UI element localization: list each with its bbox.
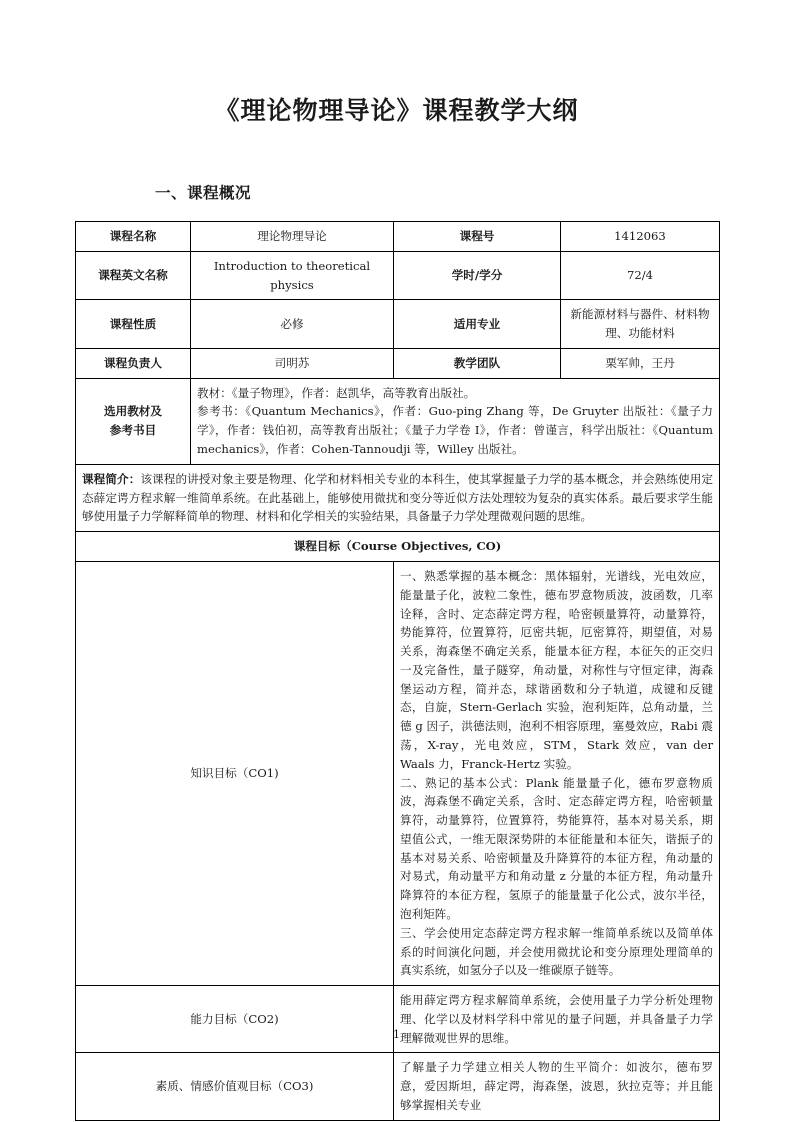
- field-label-course-intro: 课程简介：: [82, 471, 141, 486]
- field-value-course-leader: 司明苏: [191, 348, 394, 378]
- table-row-co3: [76, 1053, 720, 1120]
- table-row-textbooks: [76, 378, 720, 464]
- course-info-table: [75, 221, 720, 1121]
- field-label-course-leader: 课程负责人: [76, 348, 191, 378]
- co3-body: [394, 1053, 720, 1120]
- co1-paragraph-3: 三、学会使用定态薛定谔方程求解一维简单系统以及简单体系的时间演化问题，并会使用微扰论和变分原理处理简单的真实系统，如氢分子以及一维碳原子链等。: [400, 925, 713, 978]
- field-value-course-intro: 该课程的讲授对象主要是物理、化学和材料相关专业的本科生，使其掌握量子力学的基本概念，并会熟练使用定态薛定谔方程求解一维简单系统。在此基础上，能够使用微扰和变分等近似方法处理较为复杂的真实体系。最后要求学生能够使用量子力学解释简单的物理、材料和化学相关的实验结果，具备量子力学处理微观问题的思维。: [82, 471, 713, 524]
- table-row: [76, 300, 720, 349]
- table-row: [76, 222, 720, 252]
- textbooks-label-line-1: 选用教材及: [104, 404, 162, 419]
- field-label-course-code: 课程号: [394, 222, 561, 252]
- field-value-textbooks: [191, 378, 720, 464]
- textbooks-label-line-2: 参考书目: [109, 423, 157, 438]
- co3-label: 素质、情感价值观目标（CO3): [76, 1053, 394, 1120]
- field-label-textbooks: [76, 378, 191, 464]
- field-label-teaching-team: 教学团队: [394, 348, 561, 378]
- section-heading-course-overview: 一、课程概况: [155, 183, 252, 202]
- field-label-course-nature: 课程性质: [76, 300, 191, 349]
- field-course-intro: [76, 464, 720, 531]
- field-value-applicable-majors: 新能源材料与器件、材料物理、功能材料: [561, 300, 720, 349]
- textbook-line: 教材：《量子物理》，作者：赵凯华，高等教育出版社。: [197, 385, 476, 400]
- field-label-course-name: 课程名称: [76, 222, 191, 252]
- table-row: [76, 348, 720, 378]
- field-value-hours-credits: 72/4: [561, 251, 720, 300]
- field-value-course-code: 1412063: [561, 222, 720, 252]
- table-row-co2: [76, 986, 720, 1053]
- field-value-course-name: 理论物理导论: [191, 222, 394, 252]
- co3-paragraph-1: 了解量子力学建立相关人物的生平简介：如波尔，德布罗意，爱因斯坦，薛定谔，海森堡，波恩，狄拉克等；并且能够掌握相关专业: [400, 1060, 713, 1113]
- field-value-teaching-team: 栗军帅，王丹: [561, 348, 720, 378]
- table-row-co1: [76, 561, 720, 985]
- co2-paragraph-1: 能用薛定谔方程求解简单系统，会使用量子力学分析处理物理、化学以及材料学科中常见的量子问题，并具备量子力学理解微观世界的思维。: [400, 993, 713, 1045]
- course-objectives-banner: 课程目标（Course Objectives, CO): [76, 532, 720, 562]
- co2-body: [394, 986, 720, 1053]
- page-number: 1: [393, 1028, 400, 1041]
- table-row-co-banner: [76, 532, 720, 562]
- table-row: [76, 251, 720, 300]
- field-label-course-name-en: 课程英文名称: [76, 251, 191, 300]
- field-value-course-name-en: Introduction to theoretical physics: [191, 251, 394, 300]
- field-label-applicable-majors: 适用专业: [394, 300, 561, 349]
- co1-label: 知识目标（CO1): [76, 561, 394, 985]
- co1-paragraph-1: 一、熟悉掌握的基本概念：黑体辐射，光谱线，光电效应，能量量子化，波粒二象性，德布罗意物质波，波函数，几率诠释，含时、定态薛定谔方程，哈密顿量算符，动量算符，势能算符，位置算符，厄密共轭，厄密算符，期望值，对易关系，海森堡不确定关系，能量本征方程，本征矢的正交归一及完备性，量子隧穿，角动量，对称性与守恒定律，海森堡运动方程，简并态，球谐函数和分子轨道，成键和反键态，自旋，Stern‐Gerlach 实验，泡利矩阵，总角动量，兰德 g 因子，洪德法则，泡利不相容原理，塞曼效应，Rabi 震荡，X-ray，光电效应，STM，Stark 效应，van der Waals 力，Franck‐Hertz 实验。: [400, 568, 713, 771]
- co2-label: 能力目标（CO2): [76, 986, 394, 1053]
- field-value-course-nature: 必修: [191, 300, 394, 349]
- co1-paragraph-2: 二、熟记的基本公式：Plank 能量量子化，德布罗意物质波，海森堡不确定关系，含时、定态薛定谔方程，哈密顿量算符，动量算符，位置算符，势能算符，基本对易关系，期望值公式，一维无限深势阱的本征能量和本征矢，谐振子的基本对易关系、哈密顿量及升降算符的本征方程，角动量的对易式，角动量平方和角动量 z 分量的本征方程，角动量升降算符的本征方程，氢原子的能量量子化公式，波尔半径，泡利矩阵。: [400, 775, 713, 921]
- co1-body: [394, 561, 720, 985]
- reference-line: 参考书：《Quantum Mechanics》，作者：Guo-ping Zhang 等，De Gruyter 出版社：《量子力学》，作者：钱伯初，高等教育出版社；《量子力学卷 I》，作者：曾谨言，科学出版社：《Quantum mechanics》，作者：Cohen-Tannoudji 等，Willey 出版社。: [197, 404, 713, 457]
- field-label-hours-credits: 学时/学分: [394, 251, 561, 300]
- page-title: 《理论物理导论》课程教学大纲: [214, 96, 579, 125]
- table-row-intro: [76, 464, 720, 531]
